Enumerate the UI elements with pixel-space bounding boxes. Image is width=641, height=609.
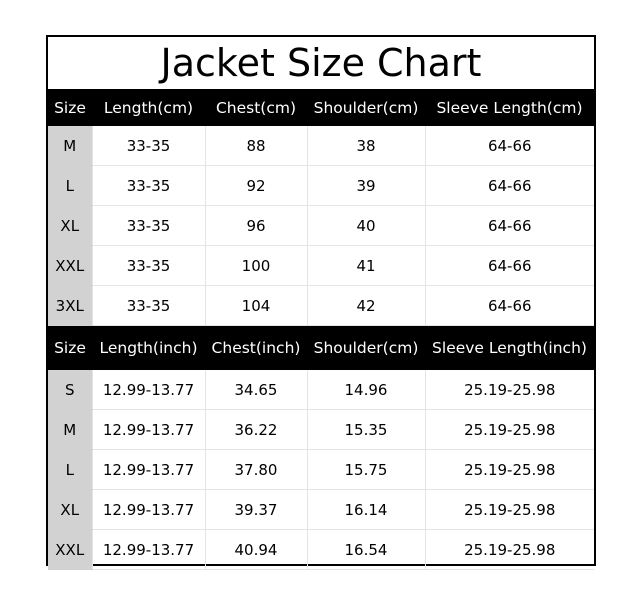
cell-length: 12.99-13.77: [92, 490, 205, 530]
cell-shoulder: 40: [307, 206, 425, 246]
cell-length: 33-35: [92, 246, 205, 286]
cell-chest: 100: [205, 246, 307, 286]
table-row: [48, 166, 594, 206]
cell-length: 12.99-13.77: [92, 450, 205, 490]
cell-chest: 40.94: [205, 530, 307, 570]
cell-size: L: [48, 450, 92, 490]
cell-length: 12.99-13.77: [92, 410, 205, 450]
table-row: [48, 246, 594, 286]
cell-size: XL: [48, 206, 92, 246]
size-chart: [46, 35, 596, 566]
cell-shoulder: 14.96: [307, 370, 425, 410]
cell-size: 3XL: [48, 286, 92, 326]
cell-chest: 104: [205, 286, 307, 326]
cm-table-header-row: [48, 90, 594, 126]
header-size: Size: [48, 326, 92, 371]
cell-chest: 88: [205, 126, 307, 166]
cell-chest: 37.80: [205, 450, 307, 490]
cell-shoulder: 15.75: [307, 450, 425, 490]
header-length: Length(cm): [92, 90, 205, 126]
table-row: [48, 126, 594, 166]
table-row: [48, 206, 594, 246]
cell-chest: 96: [205, 206, 307, 246]
cell-shoulder: 16.54: [307, 530, 425, 570]
cell-size: M: [48, 126, 92, 166]
header-length: Length(inch): [92, 326, 205, 371]
chart-title: Jacket Size Chart: [48, 37, 594, 90]
table-row: [48, 530, 594, 570]
cell-chest: 39.37: [205, 490, 307, 530]
cell-size: S: [48, 370, 92, 410]
header-size: Size: [48, 90, 92, 126]
table-row: [48, 286, 594, 326]
header-chest: Chest(cm): [205, 90, 307, 126]
cell-length: 12.99-13.77: [92, 370, 205, 410]
cell-shoulder: 16.14: [307, 490, 425, 530]
table-row: [48, 410, 594, 450]
size-table: [48, 90, 594, 570]
header-sleeve-length: Sleeve Length(inch): [425, 326, 594, 371]
table-row: [48, 490, 594, 530]
cell-sleeve-length: 25.19-25.98: [425, 410, 594, 450]
cell-sleeve-length: 64-66: [425, 246, 594, 286]
cell-length: 33-35: [92, 286, 205, 326]
cell-sleeve-length: 25.19-25.98: [425, 370, 594, 410]
cell-size: XL: [48, 490, 92, 530]
cell-shoulder: 39: [307, 166, 425, 206]
cell-shoulder: 41: [307, 246, 425, 286]
cell-chest: 34.65: [205, 370, 307, 410]
table-row: [48, 450, 594, 490]
cell-shoulder: 38: [307, 126, 425, 166]
cell-sleeve-length: 25.19-25.98: [425, 450, 594, 490]
inch-table-header-row: [48, 326, 594, 371]
cell-length: 33-35: [92, 126, 205, 166]
cell-sleeve-length: 64-66: [425, 286, 594, 326]
header-shoulder: Shoulder(cm): [307, 326, 425, 371]
cell-shoulder: 15.35: [307, 410, 425, 450]
cell-shoulder: 42: [307, 286, 425, 326]
table-row: [48, 370, 594, 410]
cell-sleeve-length: 64-66: [425, 166, 594, 206]
cell-length: 12.99-13.77: [92, 530, 205, 570]
cell-chest: 92: [205, 166, 307, 206]
cell-sleeve-length: 25.19-25.98: [425, 490, 594, 530]
cell-length: 33-35: [92, 166, 205, 206]
cell-chest: 36.22: [205, 410, 307, 450]
cell-size: M: [48, 410, 92, 450]
cell-size: XXL: [48, 530, 92, 570]
cell-sleeve-length: 64-66: [425, 126, 594, 166]
cell-size: XXL: [48, 246, 92, 286]
cell-size: L: [48, 166, 92, 206]
header-sleeve-length: Sleeve Length(cm): [425, 90, 594, 126]
cell-length: 33-35: [92, 206, 205, 246]
cell-sleeve-length: 64-66: [425, 206, 594, 246]
header-chest: Chest(inch): [205, 326, 307, 371]
cell-sleeve-length: 25.19-25.98: [425, 530, 594, 570]
header-shoulder: Shoulder(cm): [307, 90, 425, 126]
